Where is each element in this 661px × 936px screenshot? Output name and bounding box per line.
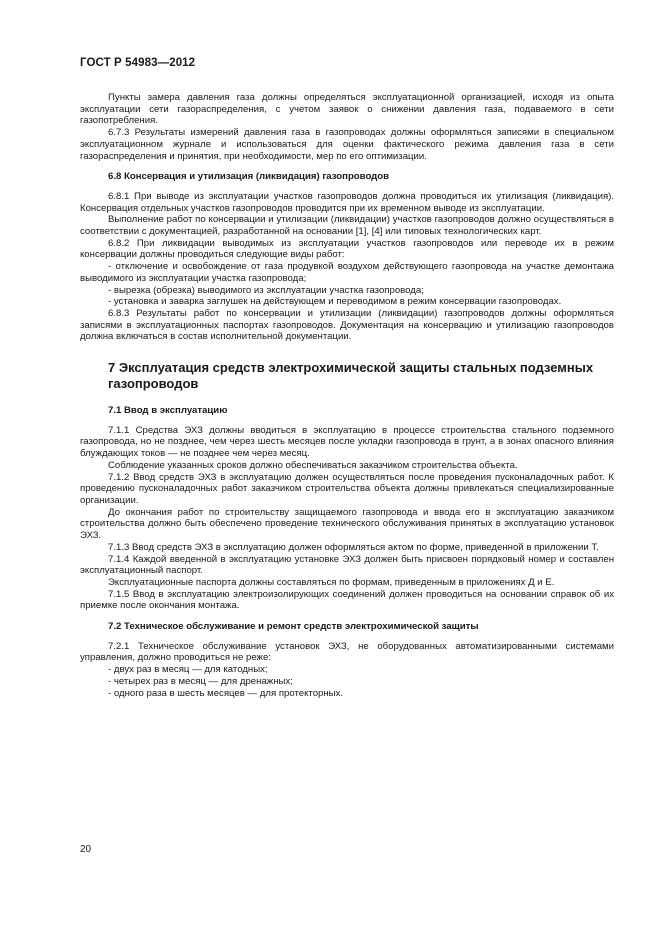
paragraph: Соблюдение указанных сроков должно обеспечиваться заказчиком строительства объекта. [108, 459, 518, 471]
document-body [80, 92, 614, 699]
paragraph: 6.8.3 Результаты работ по консервации и утилизации (ликвидации) газопроводов должны оформляться записями в эксплуатационных паспортах газопроводов. Документация на консервацию и утилизацию газопроводов должна включаться в состав исполнительной документации. [80, 307, 614, 343]
paragraph: - вырезка (обрезка) выводимого из эксплуатации участка газопровода; [108, 284, 424, 296]
paragraph: 6.8.2 При ликвидации выводимых из эксплуатации участков газопроводов или переводе их в режим консервации должны проводиться следующие виды работ: [80, 237, 614, 261]
paragraph: Пункты замера давления газа должны определяться эксплуатационной организацией, исходя из опыта эксплуатации сети газораспределения, с учетом заявок о снижении давления газа, подаваемого в сети газопотребления. [80, 92, 614, 127]
paragraph: - отключение и освобождение от газа продувкой воздухом действующего газопровода на участке демонтажа выводимого из эксплуатации участка газопровода; [80, 261, 614, 284]
paragraph: До окончания работ по строительству защищаемого газопровода и ввода его в эксплуатацию заказчиком строительства должно быть обеспечено проведение технического обслуживания принятых в эксплуатацию установок ЭХЗ. [80, 506, 614, 542]
paragraph: 7.1.5 Ввод в эксплуатацию электроизолирующих соединений должен проводиться на основании справок об их приемке после окончания монтажа. [80, 588, 614, 612]
paragraph: 7.2.1 Техническое обслуживание установок ЭХЗ, не оборудованных автоматизированными системами управления, должно проводиться не реже: [80, 640, 614, 664]
document-header: ГОСТ Р 54983—2012 [80, 57, 196, 69]
paragraph: 6.8.1 При выводе из эксплуатации участков газопроводов должна проводиться их утилизация (ликвидация). Консервация отдельных участков газопроводов проводится при их временном выводе из эксплуатации. [80, 190, 614, 214]
paragraph: - установка и заварка заглушек на действующем и переводимом в режим консервации газопроводах. [108, 296, 562, 308]
paragraph: 7.1.1 Средства ЭХЗ должны вводиться в эксплуатацию в процессе строительства стального подземного газопровода, но не позднее, чем через шесть месяцев после укладки газопровода в грунт, а в зонах опасного влияния блуждающих токов — не позднее чем через месяц. [80, 424, 614, 460]
paragraph: 7.1.3 Ввод средств ЭХЗ в эксплуатацию должен оформляться актом по форме, приведенной в приложении Т. [108, 541, 599, 553]
paragraph: 7.1.2 Ввод средств ЭХЗ в эксплуатацию должен осуществляться после проведения пусконаладочных работ. К проведению пусконаладочных работ заказчиком строительства объекта должны привлекаться специализированные организации. [80, 471, 614, 506]
paragraph: - четырех раз в месяц — для дренажных; [108, 675, 293, 687]
page-number: 20 [80, 844, 92, 855]
subsection-heading: 7.1 Ввод в эксплуатацию [108, 405, 228, 417]
section-heading: 7 Эксплуатация средств электрохимической защиты стальных подземных газопроводов [108, 360, 594, 392]
subsection-heading: 6.8 Консервация и утилизация (ликвидация) газопроводов [108, 171, 390, 183]
subsection-heading: 7.2 Техническое обслуживание и ремонт средств электрохимической защиты [108, 621, 479, 633]
paragraph: - двух раз в месяц — для катодных; [108, 664, 268, 676]
paragraph: 6.7.3 Результаты измерений давления газа в газопроводах должны оформляться записями в специальном эксплуатационном журнале и использоваться для оценки фактического режима давления газа в сети газораспределения и принятия, при необходимости, мер по его оптимизации. [80, 127, 614, 162]
paragraph: 7.1.4 Каждой введенной в эксплуатацию установке ЭХЗ должен быть присвоен порядковый номер и составлен эксплуатационный паспорт. [80, 553, 614, 577]
paragraph: Эксплуатационные паспорта должны составляться по формам, приведенным в приложениях Д и Е. [108, 576, 555, 588]
paragraph: - одного раза в шесть месяцев — для протекторных. [108, 687, 344, 699]
paragraph: Выполнение работ по консервации и утилизации (ликвидации) участков газопроводов должно осуществляться в соответствии с документацией, разработанной на основании [1], [4] или типовых технологических карт. [80, 214, 614, 238]
